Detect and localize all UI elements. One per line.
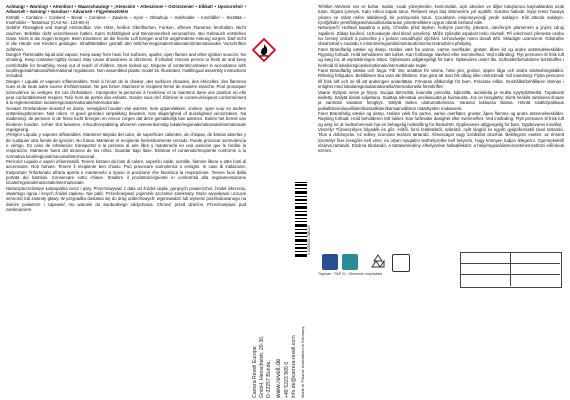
flame-hazard-icon [252,38,276,62]
recycle-icon [370,254,386,270]
company-url: www.revell.de [275,358,282,398]
right-para: Nebezpečí! Hořlavá kapalina a páry. Chraňte před teplem, horkými povrchy, jiskrami, otevřeným plamenem a jinými zdroji zapálení. Zákaz kouření. Uchovávejte obal těsně uzavřený. Může způsobit ospalost nebo závratě. Při vdechnutí: přeneste osobu na čerstvý vzduch a ponechte ji v poloze usnadňující dýchání. Uchovávejte mimo dosah dětí. Skladujte uzamčené. Odstraňte obsah/obal v souladu s místními/regionálními/národními/mezinárodními předpisy. [318,25,564,47]
left-para: Danger! Flammable liquid and vapour. Keep away from heat, hot surfaces, sparks, open flames and other ignition sources. No smoking. Keep container tightly closed. May cause drowsiness or dizziness. If inhaled: remove person to fresh air and keep comfortable for breathing. Keep out of reach of children. Store locked up. Dispose of contents/container in accordance with local/regional/national/international regulations. Non-assembled plastic model kit. Illustrated, multilingual assembly instructions included. [6,52,246,79]
company-address-line: GmbH, Henschelstr. 20-30, [259,335,265,398]
warning-heading: Achtung! • Warning! • Attention! • Waarschuwing! • ¡Atención! • Attenzione! • Ostrzezenie! • Dikkat! • Upozornění! • Advarsel! • Varning! • Varoitus! • Advarsel! • Figyelmeztetés! [6,4,246,15]
company-barcode-block [250,150,310,400]
right-para: Fare! Brandfarlig væske og damp. Holdes væk fra varme, varme overflader, gnister, åben ild og andre antændelseskilder. Rygning forbudt. Hold beholderen tæt lukket. Kan forårsage sløvhed eller svimmelhed. Ved indånding: Flyt personen til frisk luft og sørg for, at vejrtrækningen lettes. Opbevares utilgængeligt for børn. Opbevares under lås. Indholdet/beholderen bortskaffes i henhold til lokale/regionale/nationale/internationale regler. [318,46,564,68]
company-phone: +49 5223 965 0 [284,361,290,398]
symbol-label: Tidyman [318,272,332,276]
left-para: Gevaar! Ontvlambare vloeistof en damp. Verwijderd houden van warmte, hete oppervlakken, vonken, open vuur en andere ontstekingsbronnen. Niet roken. In goed gesloten verpakking bewaren. Kan slaperigheid of duizeligheid veroorzaken. Na inademing: de persoon in de frisse lucht brengen en ervoor zorgen dat deze gemakkelijk kan ademen. Buiten het bereik van kinderen houden. Achter slot bewaren. Inhoud/verpakking afvoeren overeenkomstig lokale/regionale/nationale/internationale regelgeving. [6,105,246,132]
mobius-loop-icon [392,254,410,272]
right-text-column [318,4,564,154]
info-grid [460,252,560,288]
left-para: Pericolo! Liquido e vapori infiammabili. Tenere lontano da fonti di calore, superfici calde, scintille, fiamme libere o altre fonti di accensione. Non fumare. Tenere il recipiente ben chiuso. Può provocare sonnolenza o vertigini. In caso di inalazione: trasportare l'infortunato all'aria aperta e mantenerlo a riposo in posizione che favorisca la respirazione. Tenere fuori dalla portata dei bambini. Conservare sotto chiave. Smaltire il prodotto/recipiente in conformità alla regolamentazione locale/regionale/nazionale/internazionale. [6,158,246,186]
right-para: Vaara! Syttyvä neste ja höyry. Suojaa lämmöltä, kuumilta pinnoilta, kipinöiltä, avotulelta ja muilta sytytyslähteiltä. Tupakointi kielletty. Säilytä tiiviisti suljettuna. Saattaa aiheuttaa uneliaisuutta ja huimausta. Jos on hengitetty: Siirrä henkilö raittiiseen ilmaan ja varmista vaivaton hengitys. Säilytä lasten ulottumattomissa. Varastoi lukitussa tilassa. Hävitä sisältö/pakkaus paikallisten/alueellisten/kansallisten/kansainvälisten määräysten mukaisesti. [318,89,564,111]
right-para: Fare! Brannfarlig væske og damp. Holdes vekk fra varme, varme overflater, gnister, åpen flamme og andre antennelseskilder. Røyking forbudt. Hold beholderen tett lukket. Kan forårsake døsighet eller svimmelhet. Ved innånding: Flytt personen til frisk luft og sørg for at vedkommende har en behagelig hvilestilling for åndedrett. Oppbevares utilgjengelig for barn. Oppbevares innelåst. [318,110,564,127]
symbol-label: PAP 21 [334,272,346,276]
recycling-icons: Tidyman · PAP 21 · Elements recyclables [318,252,564,292]
company-name: Carrera Revell Europe [252,346,258,398]
right-para: Veszély! Tűzveszélyes folyadék és gőz. Hőtől, forró felületektől, szikrától, nyílt lángtól és egyéb gyújtóforrástól távol tartandó. Tilos a dohányzás. Az edény szorosan lezárva tartandó. Álmosságot vagy szédülést okozhat. Belélegzés esetén: az érintett személyt friss levegőre kell vinni, és olyan nyugalmi testhelyzetbe kell helyezni, hogy könnyen tudjon lélegezni. Gyermekektől elzárva tartandó. Elzárva tárolandó. A tartalom/edény elhelyezése hulladékként: a helyi/regionális/nemzeti/nemzetközi előírások szerint. [318,126,564,154]
bin-icon [342,254,358,270]
company-address-line: D-32257 Bünde, [266,360,272,398]
left-text-column [6,4,246,212]
left-para: Niebezpieczeństwo! Łatwopalna ciecz i pary. Przechowywać z dala od źródeł ciepła, gorących powierzchni, źródeł iskrzenia, otwartego ognia i innych źródeł zapłonu. Nie palić. Przechowywać pojemnik szczelnie zamknięty. Może wywoływać uczucie senności lub zawroty głowy. W przypadku dostania się do dróg oddechowych: wyprowadzić lub wynieść poszkodowanego na świeże powietrze i zapewnić mu warunki do swobodnego oddychania. Chronić przed dziećmi. Przechowywać pod zamknięciem. [6,185,246,213]
left-para: Gefahr! Flüssigkeit und Dampf entzündbar. Von Hitze, heißen Oberflächen, Funken, offenen Flammen fernhalten. Nicht rauchen. Behälter dicht verschlossen halten. Kann Schläfrigkeit und Benommenheit verursachen. Bei Gebrauch entstehen Gase. Nicht in die Augen bringen. Beim Einatmen: an die frische Luft bringen und für ungehinderte Atmung sorgen. Darf nicht in die Hände von Kindern gelangen. Inhalt/Behälter gemäß den örtlichen/regionalen/nationalen/internationalen Vorschriften zuführen. [6,25,246,52]
company-email: info.de@carrera-revell.com [291,335,297,398]
right-para: Tehlike! Alevlenir sıvı ve buhar. Isıdan, sıcak yüzeylerden, kıvılcımdan, açık alevden ve diğer tutuşturucu kaynaklardan uzak tutun. Sigara içmeyin. Kabı sıkıca kapalı tutun. Rehavet veya baş dönmesine yol açabilir. Soluma halinde: kişiyi temiz havaya çıkarın ve rahat nefes alabileceği bir pozisyonda tutun. Çocukların erişemeyeceği yerde saklayın. Kilit altında saklayın. İçeriği/kabı yerel/bölgesel/ulusal/uluslararası yönetmeliklere uygun olarak bertaraf edin. [318,4,564,26]
right-para: Fara! Brandfarlig vätska och ånga. Får inte utsättas för värme, heta ytor, gnistor, öppen låga och andra antändningskällor. Rökning förbjuden. Behållaren ska vara väl tillsluten. Kan göra att man blir dåsig eller omtöcknad. Vid inandning: Flytta personen till frisk luft och se till att andningen underlättas. Förvaras oåtkomligt för barn. Förvaras inlåst. Innehållet/behållaren lämnas i enlighet med lokala/regionala/nationella/internationella föreskrifter. [318,68,564,90]
contains-line: Enthält – Contains – Contient – Bevat – Contiene – Zawiera – Içerir – Obsahuje – Indeholder – Innehåller – Sisältää – Inneholder – Tartalmaz (CAS-Nr.: 123-86-4) [6,14,246,26]
symbol-label: Elements recyclables [349,272,383,276]
left-para: ¡Peligro! Líquido y vapores inflamables. Mantener alejado del calor, de superficies calientes, de chispas, de llamas abiertas y de cualquier otra fuente de ignición. No fumar. Mantener el recipiente herméticamente cerrado. Puede provocar somnolencia o vértigo. En caso de inhalación: transportar a la persona al aire libre y mantenerla en una posición que le facilite la respiración. Mantener fuera del alcance de los niños. Guardar bajo llave. Eliminar el contenido/recipiente conforme a la normativa local/regional/nacional/internacional. [6,132,246,159]
barcode-number: 4 009803 758024 [307,225,311,255]
tidyman-icon [322,254,338,270]
left-para: Danger ! Liquide et vapeurs inflammables. Tenir à l'écart de la chaleur, des surfaces chaudes, des étincelles, des flammes nues et de toute autre source d'inflammation. Ne pas fumer. Maintenir le récipient fermé de manière étanche. Peut provoquer somnolence ou vertiges. En cas d'inhalation : transporter la personne à l'extérieur et la maintenir dans une position où elle peut confortablement respirer. Tenir hors de portée des enfants. Garder sous clef. Éliminer le contenu/récipient conformément à la réglementation locale/régionale/nationale/internationale. [6,78,246,106]
made-in-text: Made in Poland. Assembled in Germany. [300,325,305,398]
